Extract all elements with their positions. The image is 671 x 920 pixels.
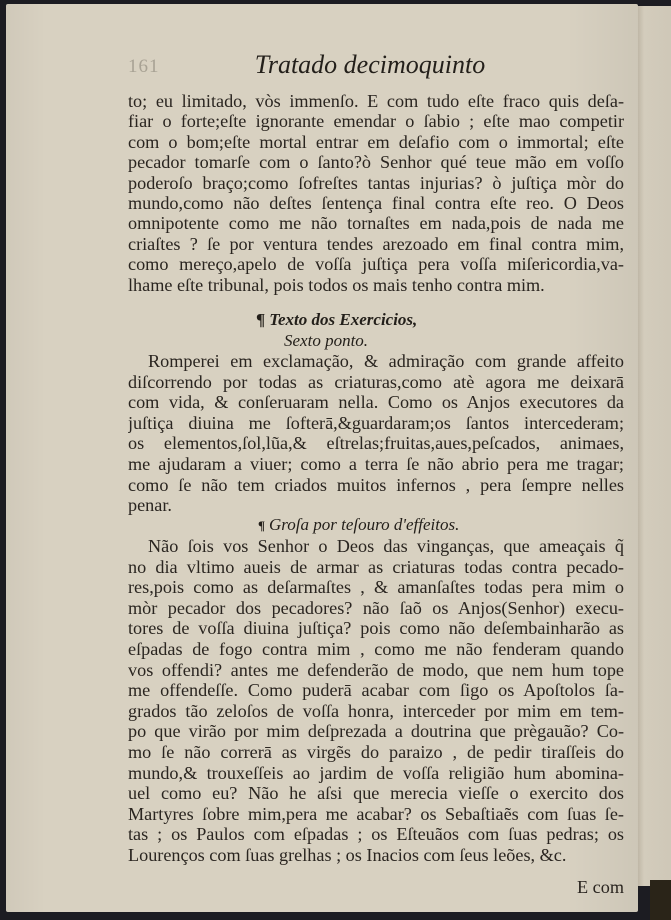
text-line: omnipotente como me não tornaſtes em nada,pois de nada me bbox=[128, 213, 624, 234]
text-line: fiar o forte;eſte ignorante emendar o ſabio ; eſte mao competir bbox=[128, 111, 624, 132]
pilcrow-icon: ¶ bbox=[258, 518, 266, 533]
gloss-heading-text: Groſa por teſouro d'effeitos. bbox=[269, 515, 460, 534]
binding-corner bbox=[650, 880, 671, 920]
text-line: criaſtes ? ſe por ventura tendes arezoado em final contra mim, bbox=[128, 233, 624, 254]
text-line: pecador tomarſe com o ſanto?ò Senhor qué teue mão em voſſo bbox=[128, 152, 624, 173]
text-line: com o bom;eſte mortal entrar em deſafio com o immortal; eſte bbox=[128, 131, 624, 152]
text-line: mòr pecador dos pecadores? não ſaõ os Anjos(Senhor) execu- bbox=[128, 597, 624, 618]
text-line: tores de voſſa diuina juſtiça? pois como não deſembainharão as bbox=[128, 618, 624, 639]
text-line: como ſe não tem criados muitos infernos , pera ſempre nelles bbox=[128, 474, 624, 495]
text-line: penar. bbox=[128, 495, 172, 516]
text-line: diſcorrendo por todas as criaturas,como atè agora me deixarā bbox=[128, 371, 624, 392]
text-line: po que virão por mim deſprezada a doutrina que prègauão? Co- bbox=[128, 721, 624, 742]
section-heading bbox=[256, 310, 417, 330]
gloss-heading bbox=[258, 515, 459, 535]
text-line: mo ſe não correrā as virgẽs do paraizo , de pedir tiraſſeis do bbox=[128, 742, 624, 762]
text-line: mundo,& trouxeſſeis ao jardim de voſſa religião hum abomina- bbox=[128, 762, 624, 783]
text-line: to; eu limitado, vòs immenſo. E com tudo eſte fraco quis deſa- bbox=[128, 91, 624, 111]
text-line: Lourenços com ſuas grelhas ; os Inacios com ſeus leões, &c. bbox=[128, 845, 567, 865]
section-subtitle: Sexto ponto. bbox=[284, 331, 369, 350]
text-line: vos offendi? antes me defenderão de modo, que nem hum tope bbox=[128, 659, 624, 680]
text-line: no dia vltimo aueis de armar as criaturas todas contra pecado- bbox=[128, 556, 624, 577]
text-line: me offendeſſe. Como puderā acabar com ſigo os Apoſtolos ſa- bbox=[128, 680, 624, 701]
text-line: eſpadas de fogo contra mim , como me não fenderam quando bbox=[128, 639, 624, 659]
running-title: Tratado decimoquinto bbox=[254, 50, 486, 79]
page-number: 161 bbox=[128, 56, 160, 77]
text-line: uel como eu? Não he aſsi que merecia vieſſe o exercito dos bbox=[128, 783, 624, 804]
text-line: me ajudaram a viuer; como a terra ſe não abrio pera me tragar; bbox=[128, 454, 624, 474]
text-line: juſtiça diuina me ſofterā,&guardaram;os ſantos intercederam; bbox=[128, 412, 624, 433]
text-line: com vida, & conſeruaram nella. Como os Anjos executores da bbox=[128, 392, 624, 413]
text-line: lhame eſte tribunal, pois todos os mais tenho contra mim. bbox=[128, 274, 545, 295]
text-line: Não ſois vos Senhor o Deos das vinganças, que ameaçais q̃ bbox=[148, 536, 624, 556]
text-line: os elementos,ſol,lũa,& eſtrelas;fruitas,aues,peſcados, animaes, bbox=[128, 433, 624, 454]
text-line: como mereço,apelo de voſſa juſtiça pera voſſa miſericordia,va- bbox=[128, 254, 624, 275]
section-heading-text: Texto dos Exercicios, bbox=[269, 310, 418, 329]
page-edge bbox=[638, 6, 671, 886]
text-line: res,pois como as deſarmaſtes , & amanſaſtes todas pera mim o bbox=[128, 577, 624, 598]
pilcrow-icon: ¶ bbox=[256, 310, 266, 329]
text-line: mundo,como não deſtes ſentença final contra eſte reo. O Deos bbox=[128, 193, 624, 213]
text-line: Martyres ſobre mim,pera me acabar? os Sebaſtiaẽs com ſuas ſe- bbox=[128, 803, 624, 824]
text-line: Romperei em exclamação, & admiração com grande affeito bbox=[148, 351, 624, 371]
text-line: grados tão zeloſos de voſſa honra, interceder por mim em tem- bbox=[128, 700, 624, 721]
text-line: tas ; os Paulos com eſpadas ; os Eſteuãos com ſuas pedras; os bbox=[128, 824, 624, 845]
text-line: poderoſo braço;como ſofreſtes tantas injurias? ò juſtiça mòr do bbox=[128, 172, 624, 193]
catchword: E com bbox=[577, 877, 624, 897]
